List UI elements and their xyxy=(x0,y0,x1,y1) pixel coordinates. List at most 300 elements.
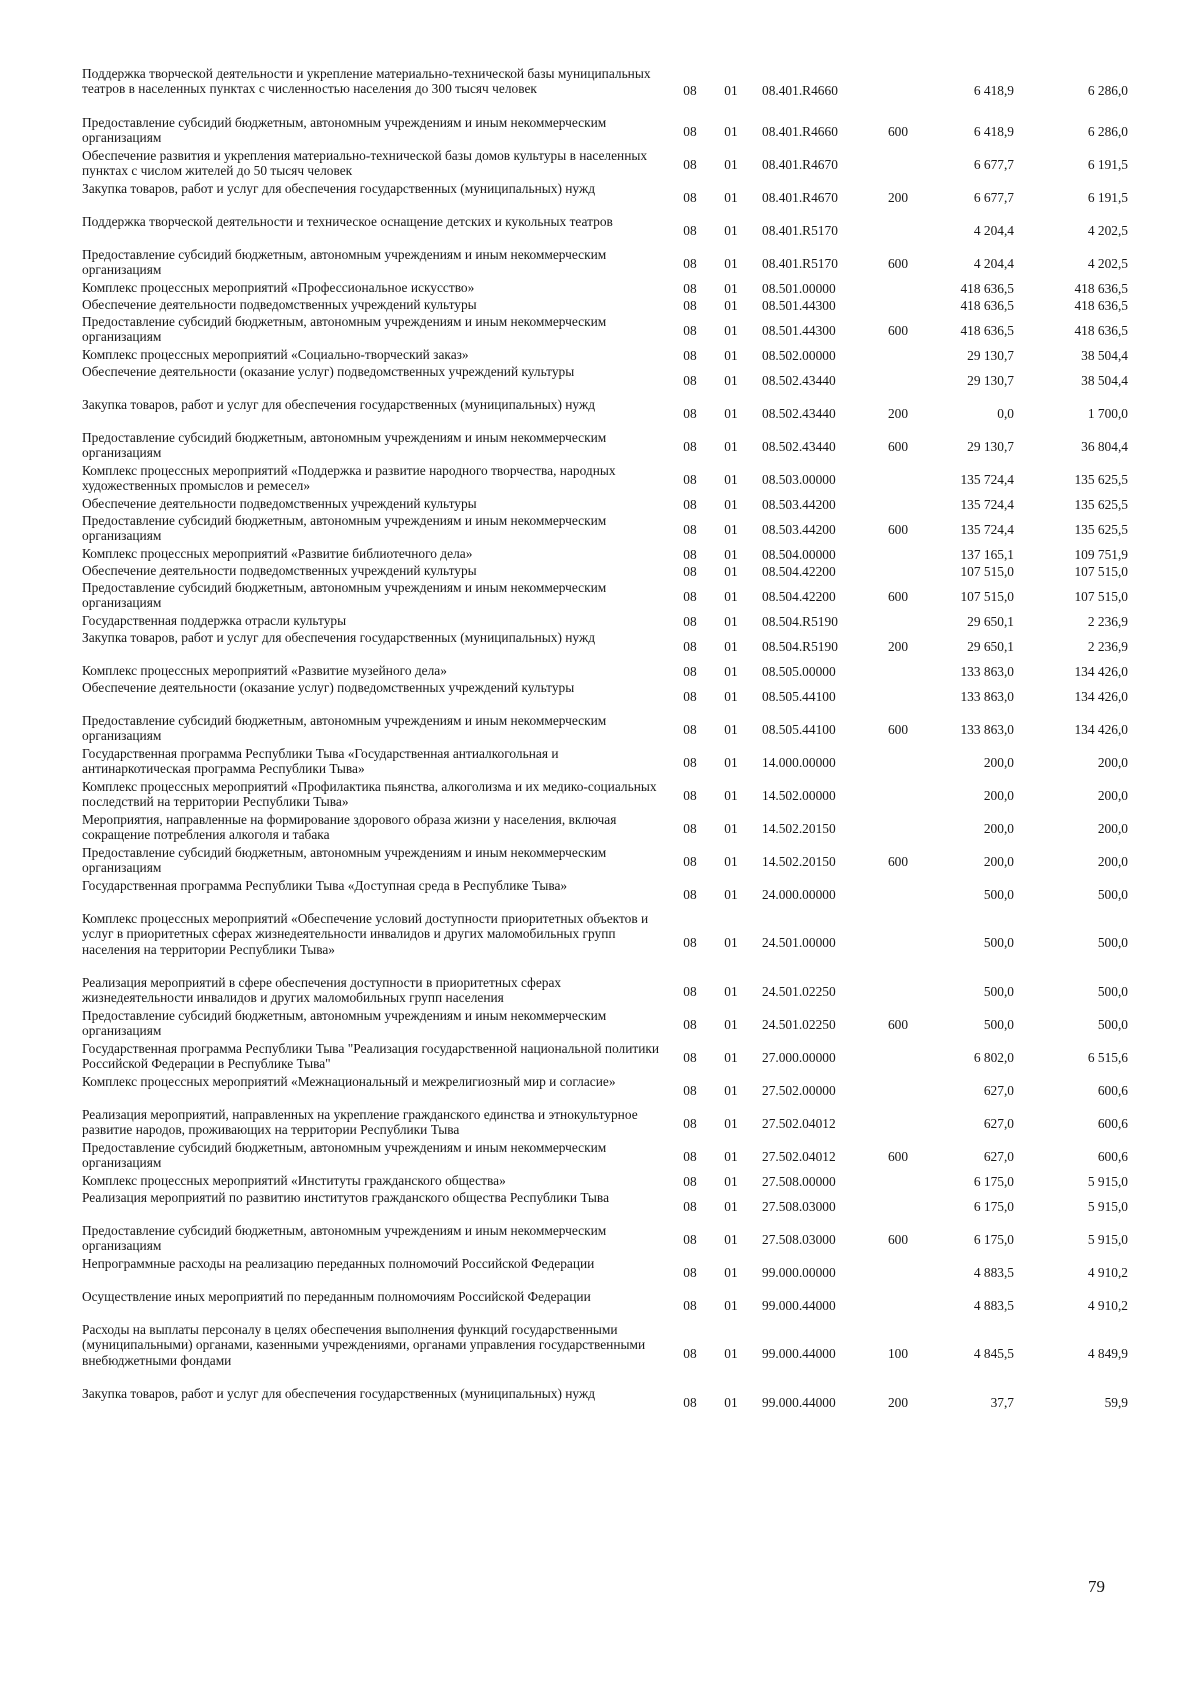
section-code-cell: 08 xyxy=(683,754,697,770)
expense-type-cell xyxy=(874,280,922,297)
table-row xyxy=(82,148,1132,181)
target-article-cell: 08.502.43440 xyxy=(762,405,836,421)
target-article-cell: 08.501.00000 xyxy=(762,280,836,296)
target-article-cell: 99.000.00000 xyxy=(762,1264,836,1280)
expense-type-cell: 600 xyxy=(887,721,909,737)
table-row xyxy=(82,1190,1132,1223)
expense-type-cell xyxy=(874,975,922,1008)
target-article-cell: 27.502.00000 xyxy=(762,1082,836,1098)
amount-year1-cell: 6 175,0 xyxy=(973,1231,1014,1247)
section-code-cell: 08 xyxy=(683,405,697,421)
subsection-code-cell: 01 xyxy=(724,347,738,363)
subsection-code-cell: 01 xyxy=(724,1049,738,1065)
section-code-cell: 08 xyxy=(683,1148,697,1164)
subsection-code-cell: 01 xyxy=(724,546,738,562)
amount-year2-cell: 4 910,2 xyxy=(1087,1264,1128,1280)
amount-year1-cell: 500,0 xyxy=(983,1016,1014,1032)
amount-year2-cell: 135 625,5 xyxy=(1074,496,1128,512)
amount-year2-cell: 600,6 xyxy=(1097,1115,1128,1131)
expense-type-cell: 600 xyxy=(887,255,909,271)
target-article-cell: 08.401.R5170 xyxy=(762,222,838,238)
table-row xyxy=(82,613,1132,630)
amount-year2-cell: 500,0 xyxy=(1097,935,1128,951)
target-article-cell: 08.503.00000 xyxy=(762,471,836,487)
subsection-code-cell: 01 xyxy=(724,438,738,454)
target-article-cell: 24.501.02250 xyxy=(762,1016,836,1032)
amount-year1-cell: 133 863,0 xyxy=(960,721,1014,737)
subsection-code-cell: 01 xyxy=(724,156,738,172)
expense-type-cell xyxy=(874,1107,922,1140)
expense-type-cell xyxy=(874,613,922,630)
amount-year2-cell: 4 202,5 xyxy=(1087,222,1128,238)
expense-name-cell: Обеспечение деятельности подведомственных учреждений культуры xyxy=(82,563,477,578)
amount-year2-cell: 107 515,0 xyxy=(1074,588,1128,604)
expense-name-cell: Государственная программа Республики Тыва «Государственная антиалкогольная и антинаркотическая программа Республики Тыва» xyxy=(82,746,559,777)
subsection-code-cell: 01 xyxy=(724,663,738,679)
expense-name-cell: Реализация мероприятий в сфере обеспечения доступности в приоритетных сферах жизнедеятельности инвалидов и других маломобильных групп населения xyxy=(82,975,562,1006)
amount-year2-cell: 109 751,9 xyxy=(1074,546,1128,562)
subsection-code-cell: 01 xyxy=(724,82,738,98)
section-code-cell: 08 xyxy=(683,820,697,836)
amount-year2-cell: 5 915,0 xyxy=(1087,1198,1128,1214)
amount-year2-cell: 6 191,5 xyxy=(1087,189,1128,205)
expense-type-cell xyxy=(874,1190,922,1223)
table-row xyxy=(82,1140,1132,1173)
table-row xyxy=(82,397,1132,430)
amount-year2-cell: 600,6 xyxy=(1097,1082,1128,1098)
table-row xyxy=(82,911,1132,975)
expense-name-cell: Комплекс процессных мероприятий «Институты гражданского общества» xyxy=(82,1173,506,1188)
amount-year2-cell: 107 515,0 xyxy=(1074,563,1128,579)
amount-year2-cell: 134 426,0 xyxy=(1074,688,1128,704)
amount-year2-cell: 134 426,0 xyxy=(1074,721,1128,737)
table-row xyxy=(82,66,1132,115)
table-row xyxy=(82,280,1132,297)
target-article-cell: 08.502.43440 xyxy=(762,372,836,388)
section-code-cell: 08 xyxy=(683,471,697,487)
amount-year2-cell: 200,0 xyxy=(1097,787,1128,803)
amount-year2-cell: 36 804,4 xyxy=(1081,438,1128,454)
amount-year2-cell: 6 191,5 xyxy=(1087,156,1128,172)
amount-year1-cell: 29 130,7 xyxy=(967,347,1014,363)
expense-type-cell xyxy=(874,746,922,779)
target-article-cell: 08.505.00000 xyxy=(762,663,836,679)
expense-type-cell xyxy=(874,1256,922,1289)
table-row xyxy=(82,1322,1132,1386)
amount-year1-cell: 6 418,9 xyxy=(973,123,1014,139)
expense-type-cell: 600 xyxy=(887,123,909,139)
subsection-code-cell: 01 xyxy=(724,471,738,487)
expense-name-cell: Комплекс процессных мероприятий «Профессиональное искусство» xyxy=(82,280,475,295)
budget-expenditure-table xyxy=(82,66,1132,1419)
target-article-cell: 08.505.44100 xyxy=(762,688,836,704)
amount-year2-cell: 6 286,0 xyxy=(1087,123,1128,139)
amount-year2-cell: 1 700,0 xyxy=(1087,405,1128,421)
expense-name-cell: Предоставление субсидий бюджетным, автономным учреждениям и иным некоммерческим организациям xyxy=(82,247,607,278)
amount-year2-cell: 4 849,9 xyxy=(1087,1346,1128,1362)
section-code-cell: 08 xyxy=(683,189,697,205)
target-article-cell: 27.508.03000 xyxy=(762,1198,836,1214)
expense-name-cell: Государственная программа Республики Тыва "Реализация государственной национальной политики Российской Федерации в Республике Тыва" xyxy=(82,1041,660,1072)
target-article-cell: 08.505.44100 xyxy=(762,721,836,737)
section-code-cell: 08 xyxy=(683,688,697,704)
subsection-code-cell: 01 xyxy=(724,405,738,421)
target-article-cell: 08.401.R4660 xyxy=(762,123,838,139)
expense-name-cell: Комплекс процессных мероприятий «Развитие библиотечного дела» xyxy=(82,546,473,561)
subsection-code-cell: 01 xyxy=(724,1173,738,1189)
table-row xyxy=(82,1289,1132,1322)
amount-year2-cell: 600,6 xyxy=(1097,1148,1128,1164)
section-code-cell: 08 xyxy=(683,496,697,512)
amount-year1-cell: 6 175,0 xyxy=(973,1198,1014,1214)
amount-year2-cell: 500,0 xyxy=(1097,1016,1128,1032)
target-article-cell: 24.501.00000 xyxy=(762,935,836,951)
expense-type-cell: 200 xyxy=(887,189,909,205)
budget-table-sheet xyxy=(82,66,1132,1419)
subsection-code-cell: 01 xyxy=(724,820,738,836)
section-code-cell: 08 xyxy=(683,280,697,296)
amount-year1-cell: 200,0 xyxy=(983,787,1014,803)
expense-type-cell xyxy=(874,911,922,975)
table-row xyxy=(82,347,1132,364)
table-row xyxy=(82,247,1132,280)
table-row xyxy=(82,1041,1132,1074)
amount-year1-cell: 6 175,0 xyxy=(973,1173,1014,1189)
subsection-code-cell: 01 xyxy=(724,1394,738,1410)
expense-name-cell: Государственная программа Республики Тыва «Доступная среда в Республике Тыва» xyxy=(82,878,568,893)
expense-type-cell xyxy=(874,878,922,911)
amount-year1-cell: 500,0 xyxy=(983,983,1014,999)
amount-year2-cell: 38 504,4 xyxy=(1081,347,1128,363)
target-article-cell: 08.401.R4660 xyxy=(762,82,838,98)
section-code-cell: 08 xyxy=(683,1173,697,1189)
expense-name-cell: Комплекс процессных мероприятий «Межнациональный и межрелигиозный мир и согласие» xyxy=(82,1074,616,1089)
expense-type-cell xyxy=(874,214,922,247)
section-code-cell: 08 xyxy=(683,638,697,654)
table-row xyxy=(82,1223,1132,1256)
expense-name-cell: Предоставление субсидий бюджетным, автономным учреждениям и иным некоммерческим организациям xyxy=(82,1140,607,1171)
amount-year1-cell: 6 802,0 xyxy=(973,1049,1014,1065)
subsection-code-cell: 01 xyxy=(724,1346,738,1362)
section-code-cell: 08 xyxy=(683,347,697,363)
subsection-code-cell: 01 xyxy=(724,1264,738,1280)
table-row xyxy=(82,430,1132,463)
target-article-cell: 27.502.04012 xyxy=(762,1148,836,1164)
expense-type-cell: 600 xyxy=(887,588,909,604)
expense-name-cell: Комплекс процессных мероприятий «Социально-творческий заказ» xyxy=(82,347,469,362)
expense-name-cell: Предоставление субсидий бюджетным, автономным учреждениям и иным некоммерческим организациям xyxy=(82,580,607,611)
amount-year1-cell: 200,0 xyxy=(983,853,1014,869)
expense-name-cell: Предоставление субсидий бюджетным, автономным учреждениям и иным некоммерческим организациям xyxy=(82,314,607,345)
amount-year1-cell: 29 130,7 xyxy=(967,438,1014,454)
subsection-code-cell: 01 xyxy=(724,721,738,737)
subsection-code-cell: 01 xyxy=(724,372,738,388)
table-row xyxy=(82,546,1132,563)
table-row xyxy=(82,364,1132,397)
section-code-cell: 08 xyxy=(683,886,697,902)
amount-year1-cell: 133 863,0 xyxy=(960,688,1014,704)
table-row xyxy=(82,779,1132,812)
amount-year2-cell: 135 625,5 xyxy=(1074,521,1128,537)
expense-name-cell: Государственная поддержка отрасли культуры xyxy=(82,613,347,628)
amount-year2-cell: 135 625,5 xyxy=(1074,471,1128,487)
amount-year1-cell: 29 650,1 xyxy=(967,638,1014,654)
subsection-code-cell: 01 xyxy=(724,123,738,139)
target-article-cell: 08.401.R4670 xyxy=(762,189,838,205)
amount-year1-cell: 627,0 xyxy=(983,1148,1014,1164)
target-article-cell: 99.000.44000 xyxy=(762,1394,836,1410)
section-code-cell: 08 xyxy=(683,255,697,271)
amount-year2-cell: 4 910,2 xyxy=(1087,1297,1128,1313)
section-code-cell: 08 xyxy=(683,1297,697,1313)
amount-year1-cell: 500,0 xyxy=(983,935,1014,951)
target-article-cell: 08.504.R5190 xyxy=(762,638,838,654)
amount-year2-cell: 500,0 xyxy=(1097,886,1128,902)
table-row xyxy=(82,580,1132,613)
amount-year1-cell: 4 204,4 xyxy=(973,255,1014,271)
section-code-cell: 08 xyxy=(683,546,697,562)
expense-type-cell: 200 xyxy=(887,405,909,421)
amount-year1-cell: 500,0 xyxy=(983,886,1014,902)
amount-year2-cell: 5 915,0 xyxy=(1087,1231,1128,1247)
expense-type-cell xyxy=(874,496,922,513)
amount-year1-cell: 135 724,4 xyxy=(960,471,1014,487)
expense-name-cell: Поддержка творческой деятельности и укрепление материально-технической базы муниципальных театров в населенных пунктах с численностью населения до 300 тысяч человек xyxy=(82,66,651,97)
amount-year2-cell: 200,0 xyxy=(1097,820,1128,836)
expense-name-cell: Предоставление субсидий бюджетным, автономным учреждениям и иным некоммерческим организациям xyxy=(82,430,607,461)
subsection-code-cell: 01 xyxy=(724,1297,738,1313)
target-article-cell: 08.504.R5190 xyxy=(762,613,838,629)
table-row xyxy=(82,680,1132,713)
subsection-code-cell: 01 xyxy=(724,638,738,654)
target-article-cell: 99.000.44000 xyxy=(762,1346,836,1362)
amount-year1-cell: 4 204,4 xyxy=(973,222,1014,238)
amount-year2-cell: 6 515,6 xyxy=(1087,1049,1128,1065)
amount-year2-cell: 2 236,9 xyxy=(1087,638,1128,654)
section-code-cell: 08 xyxy=(683,1049,697,1065)
section-code-cell: 08 xyxy=(683,156,697,172)
subsection-code-cell: 01 xyxy=(724,935,738,951)
expense-type-cell: 600 xyxy=(887,1148,909,1164)
expense-name-cell: Предоставление субсидий бюджетным, автономным учреждениям и иным некоммерческим организациям xyxy=(82,1008,607,1039)
section-code-cell: 08 xyxy=(683,721,697,737)
expense-name-cell: Предоставление субсидий бюджетным, автономным учреждениям и иным некоммерческим организациям xyxy=(82,513,607,544)
expense-type-cell: 600 xyxy=(887,438,909,454)
expense-name-cell: Обеспечение деятельности (оказание услуг) подведомственных учреждений культуры xyxy=(82,680,575,695)
section-code-cell: 08 xyxy=(683,787,697,803)
amount-year1-cell: 107 515,0 xyxy=(960,563,1014,579)
amount-year2-cell: 418 636,5 xyxy=(1074,297,1128,313)
section-code-cell: 08 xyxy=(683,1016,697,1032)
section-code-cell: 08 xyxy=(683,438,697,454)
table-body xyxy=(82,66,1132,1419)
expense-name-cell: Закупка товаров, работ и услуг для обеспечения государственных (муниципальных) нужд xyxy=(82,181,596,196)
amount-year1-cell: 6 677,7 xyxy=(973,189,1014,205)
section-code-cell: 08 xyxy=(683,1346,697,1362)
expense-type-cell: 600 xyxy=(887,521,909,537)
target-article-cell: 14.502.20150 xyxy=(762,853,836,869)
target-article-cell: 08.501.44300 xyxy=(762,322,836,338)
expense-type-cell: 600 xyxy=(887,1231,909,1247)
target-article-cell: 27.508.00000 xyxy=(762,1173,836,1189)
table-row xyxy=(82,563,1132,580)
section-code-cell: 08 xyxy=(683,521,697,537)
expense-type-cell xyxy=(874,347,922,364)
section-code-cell: 08 xyxy=(683,1198,697,1214)
section-code-cell: 08 xyxy=(683,1264,697,1280)
expense-type-cell: 600 xyxy=(887,853,909,869)
expense-type-cell: 600 xyxy=(887,1016,909,1032)
table-row xyxy=(82,1008,1132,1041)
target-article-cell: 08.401.R4670 xyxy=(762,156,838,172)
expense-type-cell xyxy=(874,364,922,397)
amount-year2-cell: 134 426,0 xyxy=(1074,663,1128,679)
amount-year1-cell: 418 636,5 xyxy=(960,297,1014,313)
amount-year1-cell: 627,0 xyxy=(983,1082,1014,1098)
subsection-code-cell: 01 xyxy=(724,1231,738,1247)
subsection-code-cell: 01 xyxy=(724,496,738,512)
amount-year1-cell: 135 724,4 xyxy=(960,521,1014,537)
subsection-code-cell: 01 xyxy=(724,853,738,869)
subsection-code-cell: 01 xyxy=(724,754,738,770)
table-row xyxy=(82,975,1132,1008)
amount-year1-cell: 4 883,5 xyxy=(973,1264,1014,1280)
amount-year1-cell: 133 863,0 xyxy=(960,663,1014,679)
section-code-cell: 08 xyxy=(683,563,697,579)
subsection-code-cell: 01 xyxy=(724,189,738,205)
section-code-cell: 08 xyxy=(683,983,697,999)
table-row xyxy=(82,513,1132,546)
expense-type-cell xyxy=(874,680,922,713)
expense-type-cell xyxy=(874,1173,922,1190)
subsection-code-cell: 01 xyxy=(724,222,738,238)
expense-name-cell: Непрограммные расходы на реализацию переданных полномочий Российской Федерации xyxy=(82,1256,595,1271)
subsection-code-cell: 01 xyxy=(724,787,738,803)
expense-name-cell: Поддержка творческой деятельности и техническое оснащение детских и кукольных театров xyxy=(82,214,613,229)
expense-name-cell: Реализация мероприятий по развитию институтов гражданского общества Республики Тыва xyxy=(82,1190,610,1205)
expense-name-cell: Предоставление субсидий бюджетным, автономным учреждениям и иным некоммерческим организациям xyxy=(82,1223,607,1254)
subsection-code-cell: 01 xyxy=(724,588,738,604)
table-row xyxy=(82,1256,1132,1289)
expense-name-cell: Мероприятия, направленные на формирование здорового образа жизни у населения, включая сокращение потребления алкоголя и табака xyxy=(82,812,617,843)
expense-type-cell xyxy=(874,663,922,680)
expense-type-cell xyxy=(874,148,922,181)
expense-name-cell: Комплекс процессных мероприятий «Обеспечение условий доступности приоритетных объектов и услуг в приоритетных сферах жизнедеятельности инвалидов и других маломобильных групп населения на территории Республики Тыва» xyxy=(82,911,649,957)
expense-type-cell xyxy=(874,463,922,496)
expense-type-cell: 600 xyxy=(887,322,909,338)
amount-year2-cell: 418 636,5 xyxy=(1074,280,1128,296)
expense-name-cell: Закупка товаров, работ и услуг для обеспечения государственных (муниципальных) нужд xyxy=(82,1386,596,1401)
section-code-cell: 08 xyxy=(683,588,697,604)
expense-name-cell: Закупка товаров, работ и услуг для обеспечения государственных (муниципальных) нужд xyxy=(82,397,596,412)
expense-type-cell: 200 xyxy=(887,1394,909,1410)
section-code-cell: 08 xyxy=(683,322,697,338)
expense-name-cell: Обеспечение деятельности подведомственных учреждений культуры xyxy=(82,496,477,511)
table-row xyxy=(82,496,1132,513)
subsection-code-cell: 01 xyxy=(724,297,738,313)
table-row xyxy=(82,713,1132,746)
target-article-cell: 99.000.44000 xyxy=(762,1297,836,1313)
table-row xyxy=(82,746,1132,779)
target-article-cell: 14.502.00000 xyxy=(762,787,836,803)
amount-year1-cell: 6 677,7 xyxy=(973,156,1014,172)
target-article-cell: 08.401.R5170 xyxy=(762,255,838,271)
target-article-cell: 08.504.00000 xyxy=(762,546,836,562)
amount-year2-cell: 500,0 xyxy=(1097,983,1128,999)
amount-year1-cell: 29 650,1 xyxy=(967,613,1014,629)
expense-type-cell xyxy=(874,563,922,580)
subsection-code-cell: 01 xyxy=(724,563,738,579)
subsection-code-cell: 01 xyxy=(724,1115,738,1131)
amount-year2-cell: 418 636,5 xyxy=(1074,322,1128,338)
expense-type-cell xyxy=(874,1289,922,1322)
subsection-code-cell: 01 xyxy=(724,886,738,902)
table-row xyxy=(82,878,1132,911)
subsection-code-cell: 01 xyxy=(724,613,738,629)
table-row xyxy=(82,630,1132,663)
amount-year1-cell: 4 845,5 xyxy=(973,1346,1014,1362)
amount-year2-cell: 4 202,5 xyxy=(1087,255,1128,271)
amount-year1-cell: 200,0 xyxy=(983,754,1014,770)
target-article-cell: 27.508.03000 xyxy=(762,1231,836,1247)
amount-year2-cell: 59,9 xyxy=(1104,1394,1128,1410)
subsection-code-cell: 01 xyxy=(724,322,738,338)
page-number: 79 xyxy=(1088,1577,1105,1596)
target-article-cell: 08.503.44200 xyxy=(762,496,836,512)
expense-name-cell: Обеспечение деятельности (оказание услуг) подведомственных учреждений культуры xyxy=(82,364,575,379)
subsection-code-cell: 01 xyxy=(724,1148,738,1164)
table-row xyxy=(82,1107,1132,1140)
table-row xyxy=(82,115,1132,148)
table-row xyxy=(82,1074,1132,1107)
subsection-code-cell: 01 xyxy=(724,983,738,999)
target-article-cell: 08.502.43440 xyxy=(762,438,836,454)
amount-year1-cell: 37,7 xyxy=(990,1394,1014,1410)
expense-type-cell: 200 xyxy=(887,638,909,654)
amount-year1-cell: 418 636,5 xyxy=(960,280,1014,296)
subsection-code-cell: 01 xyxy=(724,255,738,271)
section-code-cell: 08 xyxy=(683,663,697,679)
section-code-cell: 08 xyxy=(683,123,697,139)
expense-name-cell: Закупка товаров, работ и услуг для обеспечения государственных (муниципальных) нужд xyxy=(82,630,596,645)
expense-name-cell: Предоставление субсидий бюджетным, автономным учреждениям и иным некоммерческим организациям xyxy=(82,713,607,744)
expense-name-cell: Обеспечение деятельности подведомственных учреждений культуры xyxy=(82,297,477,312)
section-code-cell: 08 xyxy=(683,935,697,951)
expense-name-cell: Осуществление иных мероприятий по переданным полномочиям Российской Федерации xyxy=(82,1289,591,1304)
amount-year1-cell: 200,0 xyxy=(983,820,1014,836)
amount-year2-cell: 38 504,4 xyxy=(1081,372,1128,388)
expense-type-cell xyxy=(874,66,922,115)
expense-type-cell xyxy=(874,779,922,812)
table-row xyxy=(82,812,1132,845)
section-code-cell: 08 xyxy=(683,297,697,313)
target-article-cell: 14.000.00000 xyxy=(762,754,836,770)
section-code-cell: 08 xyxy=(683,82,697,98)
section-code-cell: 08 xyxy=(683,1115,697,1131)
expense-type-cell xyxy=(874,1041,922,1074)
table-row xyxy=(82,845,1132,878)
amount-year2-cell: 200,0 xyxy=(1097,754,1128,770)
expense-name-cell: Предоставление субсидий бюджетным, автономным учреждениям и иным некоммерческим организациям xyxy=(82,115,607,146)
amount-year2-cell: 5 915,0 xyxy=(1087,1173,1128,1189)
amount-year1-cell: 107 515,0 xyxy=(960,588,1014,604)
expense-type-cell xyxy=(874,812,922,845)
amount-year1-cell: 418 636,5 xyxy=(960,322,1014,338)
amount-year1-cell: 0,0 xyxy=(997,405,1014,421)
subsection-code-cell: 01 xyxy=(724,1082,738,1098)
amount-year1-cell: 4 883,5 xyxy=(973,1297,1014,1313)
target-article-cell: 08.503.44200 xyxy=(762,521,836,537)
